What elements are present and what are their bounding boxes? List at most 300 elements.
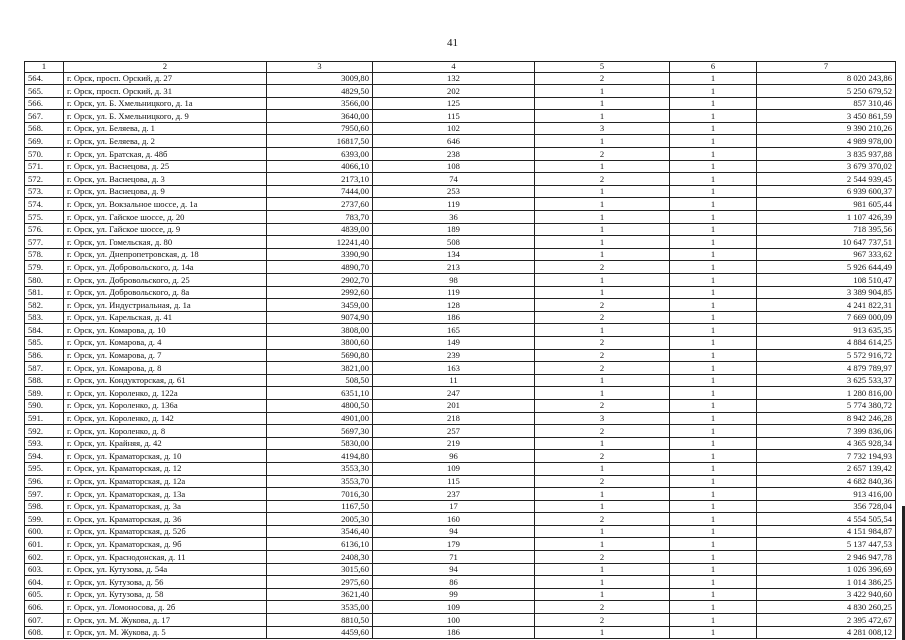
row-number-cell: 571.: [25, 160, 64, 173]
amount-cell: 4 281 008,12: [757, 626, 896, 639]
table-row: [25, 399, 896, 412]
row-number-cell: 567.: [25, 110, 64, 123]
row-number-cell: 605.: [25, 588, 64, 601]
table-row: [25, 72, 896, 85]
header-row: [25, 62, 896, 73]
table-body: [25, 72, 896, 639]
count-cell: 2: [535, 299, 670, 312]
row-number-cell: 568.: [25, 122, 64, 135]
count-cell: 2: [535, 148, 670, 161]
count-cell: 1: [535, 525, 670, 538]
count-cell: 3: [535, 122, 670, 135]
table-row: [25, 160, 896, 173]
count-cell: 2: [535, 551, 670, 564]
table-row: [25, 425, 896, 438]
flag-cell: 1: [670, 185, 757, 198]
flag-cell: 1: [670, 374, 757, 387]
amount-cell: 5 250 679,52: [757, 85, 896, 98]
row-number-cell: 564.: [25, 72, 64, 85]
address-cell: г. Орск, ул. М. Жукова, д. 5: [64, 626, 267, 639]
flag-cell: 1: [670, 462, 757, 475]
residents-cell: 119: [373, 286, 535, 299]
amount-cell: 5 137 447,53: [757, 538, 896, 551]
count-cell: 2: [535, 173, 670, 186]
row-number-cell: 593.: [25, 437, 64, 450]
count-cell: 2: [535, 425, 670, 438]
row-number-cell: 578.: [25, 248, 64, 261]
residents-cell: 94: [373, 525, 535, 538]
amount-cell: 9 390 210,26: [757, 122, 896, 135]
amount-cell: 913 416,00: [757, 488, 896, 501]
flag-cell: 1: [670, 513, 757, 526]
flag-cell: 1: [670, 626, 757, 639]
address-cell: г. Орск, ул. Васнецова, д. 25: [64, 160, 267, 173]
address-cell: г. Орск, ул. Гайское шоссе, д. 20: [64, 211, 267, 224]
flag-cell: 1: [670, 324, 757, 337]
flag-cell: 1: [670, 399, 757, 412]
flag-cell: 1: [670, 173, 757, 186]
address-cell: г. Орск, ул. Комарова, д. 7: [64, 349, 267, 362]
amount-cell: 4 554 505,54: [757, 513, 896, 526]
area-cell: 783,70: [267, 211, 373, 224]
residents-cell: 186: [373, 626, 535, 639]
count-cell: 1: [535, 85, 670, 98]
table-row: [25, 576, 896, 589]
row-number-cell: 597.: [25, 488, 64, 501]
row-number-cell: 603.: [25, 563, 64, 576]
count-cell: 2: [535, 261, 670, 274]
residents-cell: 86: [373, 576, 535, 589]
area-cell: 5830,00: [267, 437, 373, 450]
table-row: [25, 349, 896, 362]
row-number-cell: 581.: [25, 286, 64, 299]
area-cell: 2005,30: [267, 513, 373, 526]
count-cell: 2: [535, 311, 670, 324]
flag-cell: 1: [670, 387, 757, 400]
flag-cell: 1: [670, 110, 757, 123]
count-cell: 1: [535, 588, 670, 601]
amount-cell: 4 989 978,00: [757, 135, 896, 148]
amount-cell: 1 107 426,39: [757, 211, 896, 224]
area-cell: 3015,60: [267, 563, 373, 576]
table-row: [25, 601, 896, 614]
table-row: [25, 148, 896, 161]
row-number-cell: 600.: [25, 525, 64, 538]
flag-cell: 1: [670, 563, 757, 576]
count-cell: 1: [535, 563, 670, 576]
row-number-cell: 595.: [25, 462, 64, 475]
amount-cell: 5 774 380,72: [757, 399, 896, 412]
count-cell: 1: [535, 97, 670, 110]
table-row: [25, 122, 896, 135]
residents-cell: 125: [373, 97, 535, 110]
address-cell: г. Орск, ул. Короленко, д. 142: [64, 412, 267, 425]
area-cell: 3390,90: [267, 248, 373, 261]
row-number-cell: 591.: [25, 412, 64, 425]
residents-cell: 163: [373, 362, 535, 375]
address-cell: г. Орск, просп. Орский, д. 27: [64, 72, 267, 85]
table-row: [25, 274, 896, 287]
row-number-cell: 607.: [25, 614, 64, 627]
address-cell: г. Орск, ул. Краснодонская, д. 11: [64, 551, 267, 564]
table-row: [25, 462, 896, 475]
address-cell: г. Орск, ул. Краматорская, д. 9б: [64, 538, 267, 551]
count-cell: 1: [535, 236, 670, 249]
table-row: [25, 299, 896, 312]
address-cell: г. Орск, ул. Краматорская, д. 52б: [64, 525, 267, 538]
row-number-cell: 599.: [25, 513, 64, 526]
amount-cell: 857 310,46: [757, 97, 896, 110]
table-row: [25, 538, 896, 551]
table-row: [25, 588, 896, 601]
count-cell: 1: [535, 324, 670, 337]
table-row: [25, 525, 896, 538]
residents-cell: 237: [373, 488, 535, 501]
table-row: [25, 475, 896, 488]
table-row: [25, 185, 896, 198]
table-row: [25, 450, 896, 463]
flag-cell: 1: [670, 85, 757, 98]
area-cell: 4829,50: [267, 85, 373, 98]
amount-cell: 108 510,47: [757, 274, 896, 287]
area-cell: 3821,00: [267, 362, 373, 375]
area-cell: 4901,00: [267, 412, 373, 425]
count-cell: 1: [535, 211, 670, 224]
address-cell: г. Орск, ул. Краматорская, д. 3а: [64, 500, 267, 513]
amount-cell: 2 395 472,67: [757, 614, 896, 627]
area-cell: 3553,70: [267, 475, 373, 488]
table-row: [25, 362, 896, 375]
residents-cell: 36: [373, 211, 535, 224]
flag-cell: 1: [670, 160, 757, 173]
row-number-cell: 565.: [25, 85, 64, 98]
area-cell: 3621,40: [267, 588, 373, 601]
amount-cell: 7 669 000,09: [757, 311, 896, 324]
row-number-cell: 602.: [25, 551, 64, 564]
area-cell: 7950,60: [267, 122, 373, 135]
table-row: [25, 551, 896, 564]
area-cell: 3009,80: [267, 72, 373, 85]
count-cell: 1: [535, 538, 670, 551]
row-number-cell: 587.: [25, 362, 64, 375]
count-cell: 1: [535, 274, 670, 287]
count-cell: 1: [535, 462, 670, 475]
table-row: [25, 563, 896, 576]
count-cell: 2: [535, 336, 670, 349]
column-header-7: 7: [757, 62, 896, 73]
area-cell: 7016,30: [267, 488, 373, 501]
area-cell: 2902,70: [267, 274, 373, 287]
residents-cell: 11: [373, 374, 535, 387]
address-cell: г. Орск, ул. Б. Хмельницкого, д. 1а: [64, 97, 267, 110]
amount-cell: 7 399 836,06: [757, 425, 896, 438]
amount-cell: 8 942 246,28: [757, 412, 896, 425]
amount-cell: 4 884 614,25: [757, 336, 896, 349]
residents-cell: 218: [373, 412, 535, 425]
amount-cell: 3 389 904,85: [757, 286, 896, 299]
address-cell: г. Орск, ул. Краматорская, д. 13а: [64, 488, 267, 501]
flag-cell: 1: [670, 223, 757, 236]
count-cell: 1: [535, 223, 670, 236]
count-cell: 2: [535, 450, 670, 463]
row-number-cell: 579.: [25, 261, 64, 274]
area-cell: 1167,50: [267, 500, 373, 513]
row-number-cell: 598.: [25, 500, 64, 513]
address-cell: г. Орск, ул. Беляева, д. 1: [64, 122, 267, 135]
area-cell: 3553,30: [267, 462, 373, 475]
flag-cell: 1: [670, 601, 757, 614]
table-row: [25, 236, 896, 249]
residents-cell: 99: [373, 588, 535, 601]
residents-cell: 132: [373, 72, 535, 85]
row-number-cell: 588.: [25, 374, 64, 387]
amount-cell: 4 365 928,34: [757, 437, 896, 450]
flag-cell: 1: [670, 588, 757, 601]
amount-cell: 718 395,56: [757, 223, 896, 236]
count-cell: 2: [535, 513, 670, 526]
address-cell: г. Орск, ул. Комарова, д. 8: [64, 362, 267, 375]
flag-cell: 1: [670, 135, 757, 148]
residents-cell: 102: [373, 122, 535, 135]
address-cell: г. Орск, ул. Беляева, д. 2: [64, 135, 267, 148]
row-number-cell: 596.: [25, 475, 64, 488]
amount-cell: 1 026 396,69: [757, 563, 896, 576]
amount-cell: 8 020 243,86: [757, 72, 896, 85]
row-number-cell: 570.: [25, 148, 64, 161]
row-number-cell: 585.: [25, 336, 64, 349]
area-cell: 3640,00: [267, 110, 373, 123]
area-cell: 12241,40: [267, 236, 373, 249]
row-number-cell: 574.: [25, 198, 64, 211]
flag-cell: 1: [670, 148, 757, 161]
table-row: [25, 173, 896, 186]
residents-cell: 134: [373, 248, 535, 261]
amount-cell: 3 835 937,88: [757, 148, 896, 161]
column-header-1: 1: [25, 62, 64, 73]
amount-cell: 4 830 260,25: [757, 601, 896, 614]
area-cell: 2173,10: [267, 173, 373, 186]
residents-cell: 17: [373, 500, 535, 513]
amount-cell: 2 657 139,42: [757, 462, 896, 475]
row-number-cell: 583.: [25, 311, 64, 324]
address-cell: г. Орск, ул. Ломоносова, д. 2б: [64, 601, 267, 614]
address-cell: г. Орск, ул. Краматорская, д. 12: [64, 462, 267, 475]
column-header-4: 4: [373, 62, 535, 73]
address-cell: г. Орск, ул. Краматорская, д. 12а: [64, 475, 267, 488]
row-number-cell: 589.: [25, 387, 64, 400]
count-cell: 1: [535, 110, 670, 123]
amount-cell: 6 939 600,37: [757, 185, 896, 198]
address-cell: г. Орск, ул. Короленко, д. 8: [64, 425, 267, 438]
residents-cell: 201: [373, 399, 535, 412]
amount-cell: 7 732 194,93: [757, 450, 896, 463]
row-number-cell: 594.: [25, 450, 64, 463]
area-cell: 2975,60: [267, 576, 373, 589]
address-cell: г. Орск, ул. Кутузова, д. 58: [64, 588, 267, 601]
area-cell: 4066,10: [267, 160, 373, 173]
table-row: [25, 135, 896, 148]
residents-cell: 253: [373, 185, 535, 198]
address-cell: г. Орск, ул. Индустриальная, д. 1а: [64, 299, 267, 312]
residents-cell: 160: [373, 513, 535, 526]
address-cell: г. Орск, ул. Добровольского, д. 25: [64, 274, 267, 287]
residents-cell: 74: [373, 173, 535, 186]
column-header-6: 6: [670, 62, 757, 73]
area-cell: 508,50: [267, 374, 373, 387]
flag-cell: 1: [670, 248, 757, 261]
residents-cell: 189: [373, 223, 535, 236]
flag-cell: 1: [670, 450, 757, 463]
count-cell: 1: [535, 626, 670, 639]
residents-cell: 213: [373, 261, 535, 274]
count-cell: 2: [535, 601, 670, 614]
row-number-cell: 572.: [25, 173, 64, 186]
area-cell: 3459,00: [267, 299, 373, 312]
address-cell: г. Орск, ул. Крайняя, д. 42: [64, 437, 267, 450]
flag-cell: 1: [670, 475, 757, 488]
column-header-2: 2: [64, 62, 267, 73]
area-cell: 3535,00: [267, 601, 373, 614]
amount-cell: 2 946 947,78: [757, 551, 896, 564]
flag-cell: 1: [670, 362, 757, 375]
address-cell: г. Орск, ул. Кутузова, д. 54а: [64, 563, 267, 576]
area-cell: 2408,30: [267, 551, 373, 564]
area-cell: 6351,10: [267, 387, 373, 400]
flag-cell: 1: [670, 551, 757, 564]
table-row: [25, 248, 896, 261]
residents-cell: 186: [373, 311, 535, 324]
residents-cell: 128: [373, 299, 535, 312]
column-header-3: 3: [267, 62, 373, 73]
table-row: [25, 223, 896, 236]
table-row: [25, 500, 896, 513]
amount-cell: 967 333,62: [757, 248, 896, 261]
table-row: [25, 626, 896, 639]
count-cell: 1: [535, 500, 670, 513]
amount-cell: 1 014 386,25: [757, 576, 896, 589]
table-row: [25, 110, 896, 123]
housing-registry-table: [24, 61, 896, 639]
row-number-cell: 573.: [25, 185, 64, 198]
residents-cell: 100: [373, 614, 535, 627]
count-cell: 1: [535, 437, 670, 450]
address-cell: г. Орск, ул. Комарова, д. 4: [64, 336, 267, 349]
flag-cell: 1: [670, 198, 757, 211]
row-number-cell: 575.: [25, 211, 64, 224]
residents-cell: 238: [373, 148, 535, 161]
flag-cell: 1: [670, 500, 757, 513]
table-row: [25, 336, 896, 349]
table-header: [25, 62, 896, 73]
flag-cell: 1: [670, 412, 757, 425]
address-cell: г. Орск, ул. Добровольского, д. 14а: [64, 261, 267, 274]
area-cell: 5690,80: [267, 349, 373, 362]
flag-cell: 1: [670, 286, 757, 299]
address-cell: г. Орск, ул. Кутузова, д. 56: [64, 576, 267, 589]
count-cell: 2: [535, 475, 670, 488]
amount-cell: 4 879 789,97: [757, 362, 896, 375]
table-row: [25, 311, 896, 324]
flag-cell: 1: [670, 425, 757, 438]
count-cell: 1: [535, 576, 670, 589]
flag-cell: 1: [670, 72, 757, 85]
table-row: [25, 614, 896, 627]
area-cell: 2992,60: [267, 286, 373, 299]
table-row: [25, 85, 896, 98]
address-cell: г. Орск, ул. Братская, д. 48б: [64, 148, 267, 161]
row-number-cell: 590.: [25, 399, 64, 412]
residents-cell: 115: [373, 475, 535, 488]
amount-cell: 5 572 916,72: [757, 349, 896, 362]
amount-cell: 3 450 861,59: [757, 110, 896, 123]
residents-cell: 179: [373, 538, 535, 551]
amount-cell: 3 625 533,37: [757, 374, 896, 387]
area-cell: 4800,50: [267, 399, 373, 412]
column-header-5: 5: [535, 62, 670, 73]
residents-cell: 94: [373, 563, 535, 576]
amount-cell: 356 728,04: [757, 500, 896, 513]
address-cell: г. Орск, ул. Б. Хмельницкого, д. 9: [64, 110, 267, 123]
address-cell: г. Орск, ул. М. Жукова, д. 17: [64, 614, 267, 627]
address-cell: г. Орск, ул. Гайское шоссе, д. 9: [64, 223, 267, 236]
amount-cell: 5 926 644,49: [757, 261, 896, 274]
residents-cell: 119: [373, 198, 535, 211]
table-row: [25, 412, 896, 425]
residents-cell: 108: [373, 160, 535, 173]
flag-cell: 1: [670, 299, 757, 312]
count-cell: 2: [535, 399, 670, 412]
amount-cell: 981 605,44: [757, 198, 896, 211]
flag-cell: 1: [670, 576, 757, 589]
table-row: [25, 374, 896, 387]
residents-cell: 219: [373, 437, 535, 450]
count-cell: 2: [535, 614, 670, 627]
area-cell: 4194,80: [267, 450, 373, 463]
area-cell: 3800,60: [267, 336, 373, 349]
row-number-cell: 586.: [25, 349, 64, 362]
address-cell: г. Орск, ул. Краматорская, д. 10: [64, 450, 267, 463]
page-number: 41: [447, 37, 458, 49]
address-cell: г. Орск, ул. Добровольского, д. 8а: [64, 286, 267, 299]
residents-cell: 115: [373, 110, 535, 123]
area-cell: 3566,00: [267, 97, 373, 110]
flag-cell: 1: [670, 311, 757, 324]
area-cell: 3546,40: [267, 525, 373, 538]
area-cell: 2737,60: [267, 198, 373, 211]
table-row: [25, 198, 896, 211]
area-cell: 6393,00: [267, 148, 373, 161]
flag-cell: 1: [670, 211, 757, 224]
amount-cell: 4 151 984,87: [757, 525, 896, 538]
table-row: [25, 261, 896, 274]
table-row: [25, 437, 896, 450]
count-cell: 1: [535, 198, 670, 211]
table-row: [25, 387, 896, 400]
table-row: [25, 324, 896, 337]
residents-cell: 202: [373, 85, 535, 98]
address-cell: г. Орск, ул. Кондукторская, д. 61: [64, 374, 267, 387]
row-number-cell: 606.: [25, 601, 64, 614]
table-row: [25, 286, 896, 299]
flag-cell: 1: [670, 437, 757, 450]
amount-cell: 913 635,35: [757, 324, 896, 337]
area-cell: 6136,10: [267, 538, 373, 551]
count-cell: 3: [535, 412, 670, 425]
address-cell: г. Орск, ул. Вокзальное шоссе, д. 1а: [64, 198, 267, 211]
amount-cell: 4 241 822,31: [757, 299, 896, 312]
amount-cell: 3 679 370,02: [757, 160, 896, 173]
address-cell: г. Орск, ул. Гомельская, д. 80: [64, 236, 267, 249]
